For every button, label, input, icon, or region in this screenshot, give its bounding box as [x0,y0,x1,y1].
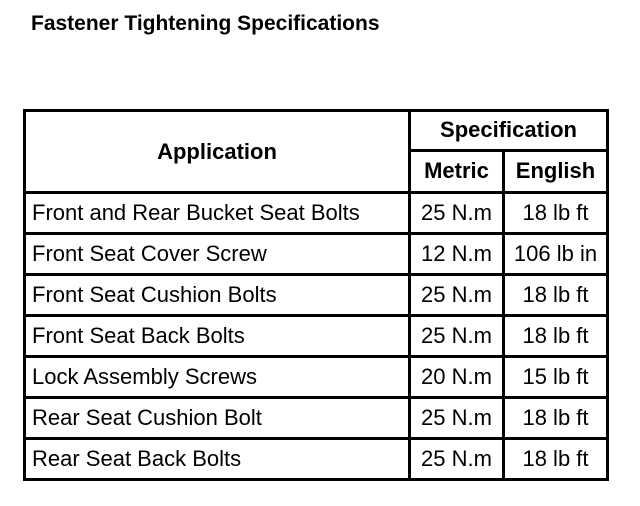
page-title: Fastener Tightening Specifications [31,12,380,35]
cell-english: 15 lb ft [504,357,608,398]
table-row [25,398,608,439]
cell-application: Rear Seat Back Bolts [25,439,410,480]
table-row [25,357,608,398]
cell-metric: 25 N.m [410,316,504,357]
cell-english: 18 lb ft [504,439,608,480]
cell-application: Front and Rear Bucket Seat Bolts [25,193,410,234]
header-application: Application [25,111,410,193]
cell-metric: 25 N.m [410,439,504,480]
cell-metric: 20 N.m [410,357,504,398]
cell-metric: 25 N.m [410,398,504,439]
table-row [25,316,608,357]
cell-application: Lock Assembly Screws [25,357,410,398]
cell-application: Front Seat Cover Screw [25,234,410,275]
header-specification: Specification [410,111,608,151]
cell-english: 18 lb ft [504,398,608,439]
cell-english: 106 lb in [504,234,608,275]
table-row [25,275,608,316]
cell-application: Rear Seat Cushion Bolt [25,398,410,439]
table-row [25,439,608,480]
cell-english: 18 lb ft [504,193,608,234]
cell-application: Front Seat Cushion Bolts [25,275,410,316]
cell-english: 18 lb ft [504,316,608,357]
cell-english: 18 lb ft [504,275,608,316]
cell-metric: 25 N.m [410,193,504,234]
header-metric: Metric [410,150,504,192]
cell-application: Front Seat Back Bolts [25,316,410,357]
cell-metric: 12 N.m [410,234,504,275]
fastener-spec-table [23,109,609,481]
header-english: English [504,150,608,192]
table-row [25,193,608,234]
table-row [25,234,608,275]
cell-metric: 25 N.m [410,275,504,316]
